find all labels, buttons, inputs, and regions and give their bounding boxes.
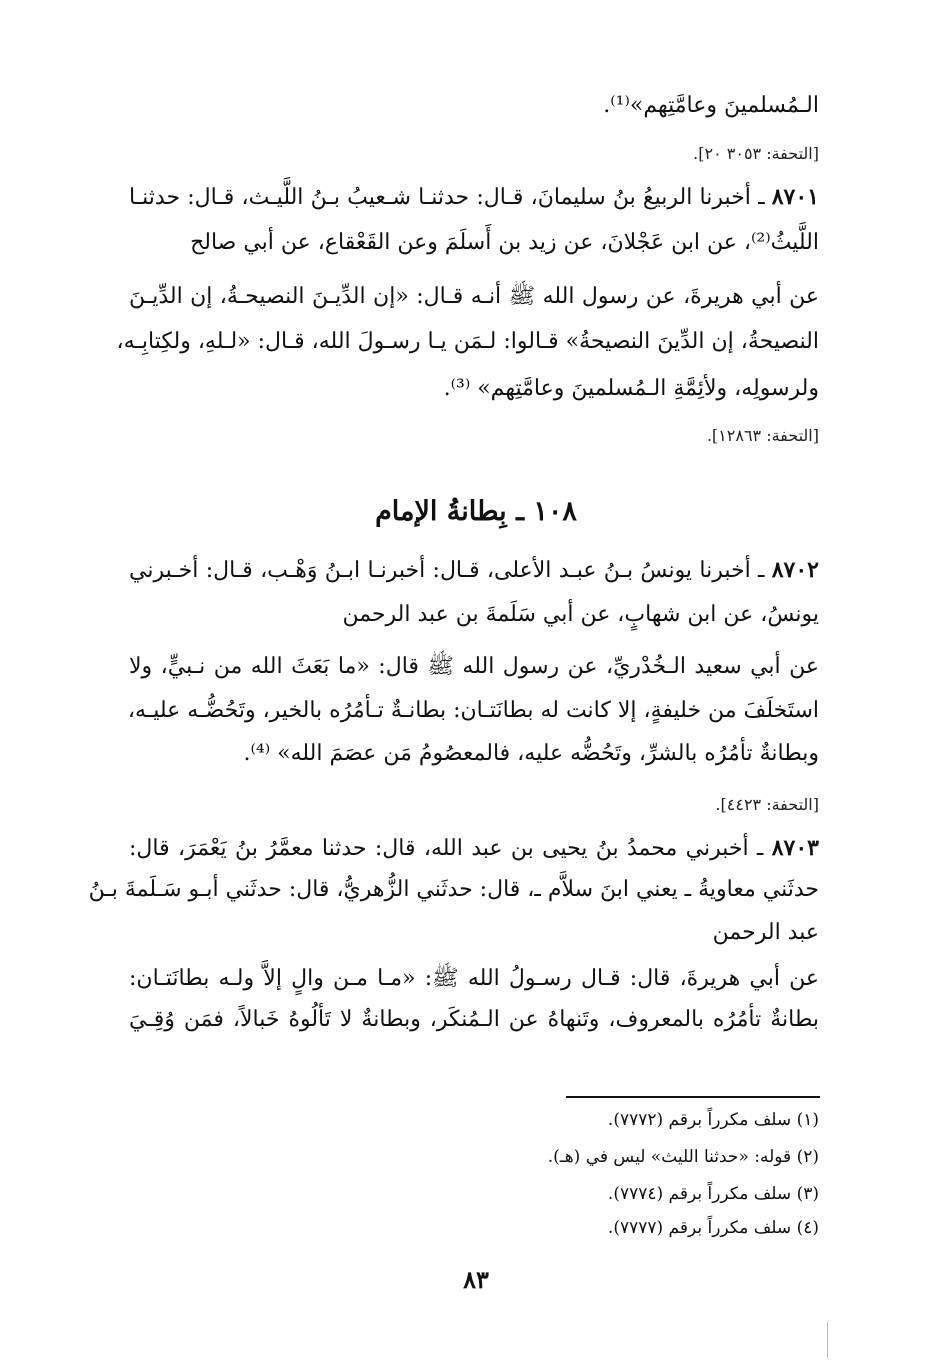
- footnote: (٤) سلف مكرراً برقم (٧٧٧٧).: [607, 1218, 819, 1238]
- hadith-number: ٨٧٠٣: [771, 835, 819, 861]
- tuhfa-reference: [التحفة: ١٢٨٦٣].: [706, 426, 819, 445]
- hadith-8702-isnad-line: [129, 553, 819, 588]
- text-span: ـ أخبرنا يونسُ بـنُ عبـد الأعلى، قـال: أخبرنـا ابـنُ وَهْـب، قـال: أخـبرني: [129, 558, 772, 583]
- footnote: (٢) قوله: «حدثنا الليث» ليس في (هـ).: [547, 1147, 819, 1167]
- hadith-number: ٨٧٠١: [771, 184, 819, 210]
- tuhfa-reference: [التحفة: ٣٠٥٣ ٢٠].: [693, 144, 819, 163]
- text-line: يونسُ، عن ابن شهابٍ، عن أبي سَلَمةَ بن عبد الرحمن: [342, 602, 819, 627]
- text-line: عبد الرحمن: [712, 920, 819, 945]
- hadith-8701-matn-line: ولرسولِه، ولأئِمَّةِ الـمُسلمينَ وعامَّتِهم» ⁽³⁾.: [443, 376, 819, 401]
- hadith-8702-matn-line: استَخلَفَ من خليفةٍ، إلا كانت له بطانَتـان: بطانـةٌ تـأمُرُه بالخير، وتَحُضُّـه عليـه،: [127, 698, 819, 723]
- hadith-8701-matn-line: النصيحةُ، إن الدِّينَ النصيحةُ» قـالوا: لـمَن يـا رسـولَ الله، قـال: «لـلهِ، ولكِتابِـه،: [116, 329, 819, 354]
- tuhfa-reference: [التحفة: ٤٤٢٣].: [715, 795, 819, 814]
- hadith-8703-matn-line: عن أبي هريرةَ، قال: قـال رسـولُ الله ﷺ: «مـا مـن والٍ إلاَّ ولـه بطانَتـان:: [129, 966, 819, 991]
- hadith-8703-matn-line: بطانةٌ تأمُرُه بالمعروف، وتَنهاهُ عن الـمُنكَر، وبطانةٌ لا تَألُوهُ خَبالاً، فمَن وُقِـيَ: [129, 1007, 819, 1032]
- hadith-8701-matn-line: عن أبي هريرةَ، عن رسول الله ﷺ أنـه قـال: «إن الدِّيـنَ النصيحـةُ، إن الدِّيـنَ: [129, 284, 819, 309]
- section-heading: ١٠٨ ـ بِطانةُ الإمام: [375, 496, 577, 527]
- text-span: ـ أخبرنا الربيعُ بنُ سليمانَ، قـال: حدثنـا شـعيبُ بـنُ اللَّيـث، قـال: حدثنـا: [129, 185, 772, 210]
- hadith-8703-isnad-line: [129, 831, 819, 866]
- hadith-number: ٨٧٠٢: [771, 557, 819, 583]
- footnote-divider: [566, 1096, 820, 1098]
- footnote: (١) سلف مكرراً برقم (٧٧٧٢).: [607, 1110, 819, 1130]
- hadith-8701-isnad-line: [129, 180, 819, 215]
- text-line: حدثَني معاويةُ ـ يعني ابنَ سلاَّم ـ، قال: حدثَني الزُّهريُّ، قال: حدثَني أبـو سَـلَمةَ بـنُ: [88, 877, 819, 902]
- page-number: ٨٣: [463, 1265, 489, 1294]
- text-span: ـ أخبرني محمدُ بنُ يحيى بن عبد الله، قال: حدثنا معمَّرُ بنُ يَعْمَرَ، قال:: [129, 836, 772, 861]
- scan-mark: [827, 1322, 828, 1358]
- text-line: الـمُسلمينَ وعامَّتِهم»⁽¹⁾.: [603, 93, 819, 118]
- footnote: (٣) سلف مكرراً برقم (٧٧٧٤).: [607, 1184, 819, 1204]
- hadith-8702-matn-line: عن أبي سعيد الـخُدْريِّ، عن رسول الله ﷺ قال: «ما بَعَثَ الله من نـبيٍّ، ولا: [129, 654, 819, 679]
- text-line: اللَّيثُ⁽²⁾، عن ابن عَجْلانَ، عن زيد بن أَسلَمَ وعن القَعْقاع، عن أبي صالح: [190, 230, 819, 255]
- hadith-8702-matn-line: وبطانةٌ تأمُرُه بالشرِّ، وتَحُضُّه عليه، فالمعصُومُ مَن عصَمَ الله» ⁽⁴⁾.: [243, 741, 819, 766]
